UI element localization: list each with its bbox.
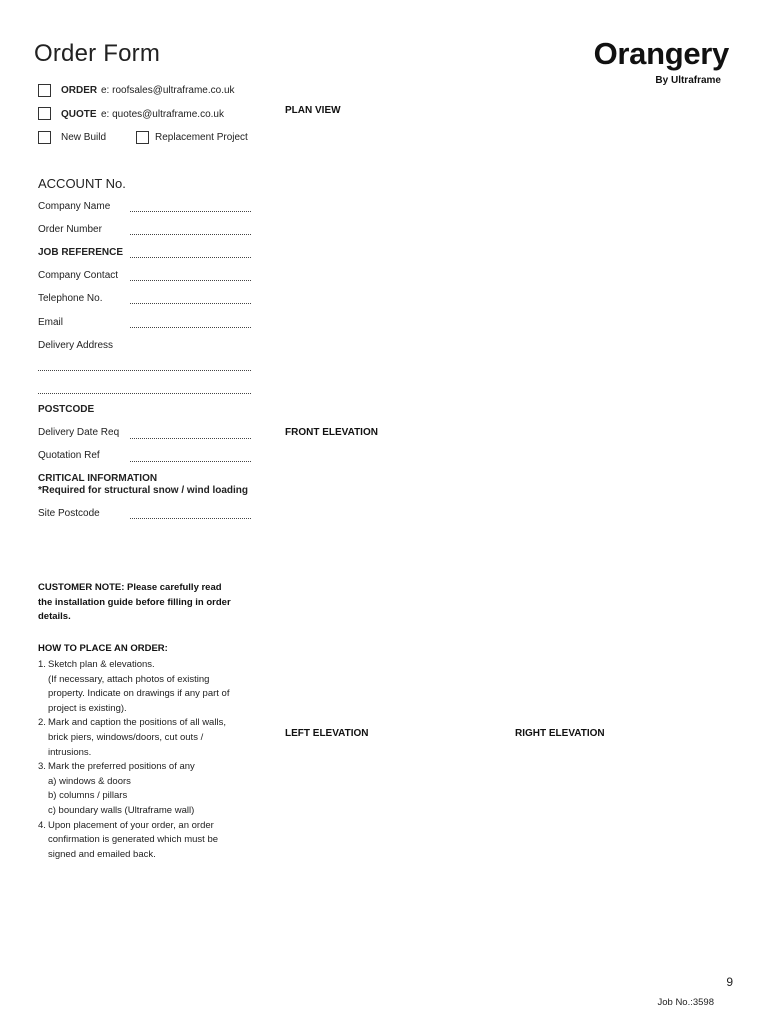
step-line: Sketch plan & elevations.: [48, 659, 155, 670]
company-contact-field[interactable]: [130, 280, 251, 281]
step-line: brick piers, windows/doors, cut outs /: [48, 731, 204, 743]
step-number: 2.: [38, 717, 46, 729]
email-label: Email: [38, 317, 64, 328]
order-label: ORDER: [61, 85, 98, 96]
step-line: a) windows & doors: [48, 775, 131, 787]
quote-label: QUOTE: [61, 109, 97, 120]
how-to-title: HOW TO PLACE AN ORDER:: [38, 643, 168, 654]
customer-note-line: details.: [38, 611, 71, 622]
page-number: 9: [726, 975, 733, 989]
step-number: 1.: [38, 659, 46, 670]
company-name-label: Company Name: [38, 201, 111, 212]
left-elevation-label: LEFT ELEVATION: [285, 728, 369, 739]
delivery-address-line-1[interactable]: [38, 370, 251, 371]
company-contact-label: Company Contact: [38, 270, 119, 281]
step-line: Mark the preferred positions of any: [48, 761, 195, 773]
job-reference-label: JOB REFERENCE: [38, 247, 124, 258]
step-line: project is existing).: [48, 702, 127, 714]
delivery-address-label: Delivery Address: [38, 340, 114, 351]
list-item: [38, 716, 268, 760]
email-field[interactable]: [130, 327, 251, 328]
site-postcode-field[interactable]: [130, 518, 251, 519]
list-item: [38, 760, 268, 818]
customer-note: [38, 581, 263, 625]
step-line: c) boundary walls (Ultraframe wall): [48, 804, 195, 816]
account-heading: ACCOUNT No.: [38, 176, 126, 191]
quote-email: e: quotes@ultraframe.co.uk: [101, 109, 224, 120]
step-line: b) columns / pillars: [48, 790, 128, 802]
front-elevation-label: FRONT ELEVATION: [285, 427, 378, 438]
job-number: Job No.:3598: [657, 997, 714, 1008]
customer-note-line: CUSTOMER NOTE: Please carefully read: [38, 582, 222, 593]
job-reference-field[interactable]: [130, 257, 251, 258]
brand-subtitle: By Ultraframe: [655, 75, 721, 86]
critical-info-title: CRITICAL INFORMATION: [38, 473, 158, 484]
right-elevation-label: RIGHT ELEVATION: [515, 728, 605, 739]
list-item: [38, 819, 268, 863]
step-line: (If necessary, attach photos of existing: [48, 673, 210, 685]
list-item: [38, 658, 268, 716]
telephone-label: Telephone No.: [38, 293, 103, 304]
postcode-label: POSTCODE: [38, 404, 95, 415]
site-postcode-label: Site Postcode: [38, 508, 100, 519]
telephone-field[interactable]: [130, 303, 251, 304]
how-to-steps: [38, 658, 268, 862]
delivery-date-field[interactable]: [130, 438, 251, 439]
new-build-checkbox[interactable]: [38, 131, 51, 144]
quotation-ref-label: Quotation Ref: [38, 450, 100, 461]
plan-view-label: PLAN VIEW: [285, 105, 341, 116]
step-line: intrusions.: [48, 746, 92, 758]
step-number: 4.: [38, 819, 46, 831]
replacement-label: Replacement Project: [155, 132, 248, 143]
quotation-ref-field[interactable]: [130, 461, 251, 462]
customer-note-line: the installation guide before filling in order: [38, 596, 231, 608]
order-number-field[interactable]: [130, 234, 251, 235]
step-line: Mark and caption the positions of all walls,: [48, 717, 226, 729]
step-line: confirmation is generated which must be: [48, 834, 219, 846]
step-line: signed and emailed back.: [48, 848, 156, 860]
step-line: property. Indicate on drawings if any part of: [48, 688, 230, 700]
step-line: Upon placement of your order, an order: [48, 819, 214, 831]
order-email: e: roofsales@ultraframe.co.uk: [101, 85, 235, 96]
new-build-label: New Build: [61, 132, 107, 143]
delivery-date-label: Delivery Date Req: [38, 427, 120, 438]
order-number-label: Order Number: [38, 224, 102, 235]
delivery-address-line-2[interactable]: [38, 393, 251, 394]
replacement-checkbox[interactable]: [136, 131, 149, 144]
quote-checkbox[interactable]: [38, 107, 51, 120]
brand-logo: Orangery: [593, 36, 729, 71]
company-name-field[interactable]: [130, 211, 251, 212]
page-title: Order Form: [34, 40, 161, 67]
step-number: 3.: [38, 761, 46, 773]
order-checkbox[interactable]: [38, 84, 51, 97]
critical-info-subtitle: *Required for structural snow / wind loading: [38, 485, 249, 496]
